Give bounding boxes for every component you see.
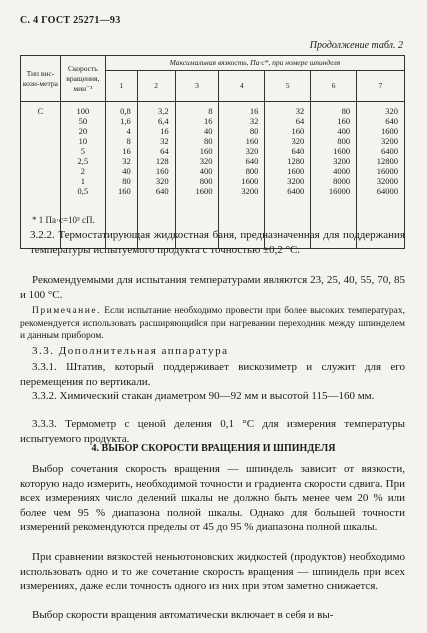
value-cell: 32 [122, 156, 131, 166]
section-4-title: 4. ВЫБОР СКОРОСТИ ВРАЩЕНИЯ И ШПИНДЕЛЯ [91, 443, 336, 454]
spindle-header: 3 [175, 71, 219, 102]
value-cell: 1600 [333, 146, 351, 156]
value-cell: 80 [122, 176, 131, 186]
value-cell: 40 [203, 126, 213, 136]
value-cell: 1,6 [120, 116, 131, 126]
spindle-header: 4 [219, 71, 265, 102]
value-cell: 16000 [328, 186, 351, 196]
note-label: Примечание. [32, 306, 101, 316]
speed-value: 2,5 [77, 156, 89, 166]
spindle-7-column [357, 102, 405, 237]
value-cell: 64000 [376, 186, 398, 196]
value-cell: 160 [337, 116, 351, 126]
value-cell: 3200 [333, 156, 351, 166]
value-cell: 16000 [376, 166, 398, 176]
value-cell: 4 [126, 126, 131, 136]
value-cell: 160 [291, 126, 305, 136]
value-cell: 800 [199, 176, 213, 186]
value-cell: 1600 [241, 176, 259, 186]
value-cell: 6400 [381, 146, 398, 156]
value-cell: 3200 [287, 176, 305, 186]
paragraph-3-3-1: 3.3.1. Штатив, который поддерживает вискозиметр и служит для его перемещения по вертикали. [20, 361, 405, 388]
value-cell: 32 [160, 136, 169, 146]
value-cell: 1600 [195, 186, 213, 196]
spindle-header: 2 [137, 71, 175, 102]
speed-value: 0,5 [77, 186, 89, 196]
value-cell: 320 [385, 106, 398, 116]
value-cell: 80 [249, 126, 259, 136]
value-cell: 64 [160, 146, 169, 156]
value-cell: 128 [155, 156, 169, 166]
value-cell: 800 [245, 166, 259, 176]
speed-value: 5 [80, 146, 85, 156]
value-cell: 320 [291, 136, 305, 146]
value-cell: 160 [155, 166, 169, 176]
value-cell: 400 [337, 126, 351, 136]
value-cell: 640 [245, 156, 259, 166]
value-cell: 640 [291, 146, 305, 156]
value-cell: 320 [199, 156, 213, 166]
spindle-header: 6 [311, 71, 357, 102]
value-cell: 1280 [287, 156, 305, 166]
spindle-3-column [175, 102, 219, 237]
page-header: С. 4 ГОСТ 25271—93 [20, 15, 121, 26]
value-cell: 800 [337, 136, 351, 146]
spindle-header: 7 [357, 71, 405, 102]
value-cell: 8 [126, 136, 131, 146]
spindle-header: 1 [105, 71, 137, 102]
value-cell: 640 [155, 186, 169, 196]
spindle-2-column [137, 102, 175, 237]
paragraph-3-3-3: 3.3.3. Термометр с ценой деления 0,1 °С для измерения температуры испытуемого продукта. [20, 418, 405, 445]
value-cell: 4000 [333, 166, 351, 176]
value-cell: 1600 [381, 126, 398, 136]
type-cell: С [21, 102, 61, 237]
value-cell: 400 [199, 166, 213, 176]
value-cell: 1600 [287, 166, 305, 176]
value-cell: 3200 [241, 186, 259, 196]
value-cell: 16 [160, 126, 169, 136]
paragraph-4-speed-choice: Выбор скорости вращения автоматически включает в себя и вы- [32, 609, 334, 621]
value-cell: 16 [122, 146, 131, 156]
section-3-3-title: 3.3. Дополнительная аппаратура [32, 345, 229, 357]
paragraph-4-selection: Выбор сочетания скорость вращения — шпиндель зависит от вязкости, которую надо измерить, необходимой точности и градиента скорости сдвига. При всех измерениях число делений шкалы не должно быть менее чем 20 % или более чем 95 % диапазона полной шкалы. Однако для большей точности измерений рекомендуются пределы от 45 до 95 % диапазона полной шкалы. [20, 463, 405, 534]
value-cell: 8000 [333, 176, 351, 186]
spindle-6-column [311, 102, 357, 237]
speed-value: 10 [78, 136, 88, 146]
value-cell: 80 [203, 136, 213, 146]
value-cell: 3,2 [157, 106, 169, 116]
value-cell: 160 [199, 146, 213, 156]
speed-value: 2 [80, 166, 85, 176]
value-cell: 12800 [376, 156, 398, 166]
value-cell: 160 [117, 186, 131, 196]
col-header-type: Тип вис-кози-метра [21, 56, 61, 102]
speed-value: 20 [78, 126, 88, 136]
value-cell: 64 [295, 116, 305, 126]
spindle-4-column [219, 102, 265, 237]
value-cell: 320 [155, 176, 169, 186]
table-continuation-label: Продолжение табл. 2 [309, 40, 403, 51]
value-cell: 40 [122, 166, 131, 176]
paragraph-4-nonnewtonian: При сравнении вязкостей неньютоновских жидкостей (продуктов) необходимо использовать одно и то же сочетание скорость вращения — шпиндель при всех измерениях, даже если точность одного из них при этом заметно снижается. [20, 551, 405, 593]
speed-value: 100 [76, 106, 90, 116]
value-cell: 16 [249, 106, 259, 116]
note-paragraph [20, 305, 405, 343]
speed-value: 50 [78, 116, 88, 126]
value-cell: 3200 [381, 136, 398, 146]
value-cell: 80 [341, 106, 351, 116]
value-cell: 320 [245, 146, 259, 156]
paragraph-3-3-2: 3.3.2. Химический стакан диаметром 90—92 мм и высотой 115—160 мм. [32, 390, 375, 402]
table-footnote: * 1 Па·с=10³ сП. [32, 215, 95, 225]
note-text: Если испытание необходимо провести при более высоких температурах, рекомендуется использовать расширяющийся при нагревании переходник между шпинделем и данным прибором. [20, 306, 405, 341]
value-cell: 6,4 [157, 116, 169, 126]
value-cell: 32 [295, 106, 305, 116]
col-group-header: Максимальная вязкость, Па·с*, при номере шпинделя [105, 56, 404, 71]
value-cell: 6400 [287, 186, 305, 196]
paragraph-recommended-temps: Рекомендуемыми для испытания температурами являются 23, 25, 40, 55, 70, 85 и 100 °С. [20, 274, 405, 301]
value-cell: 32000 [376, 176, 398, 186]
paragraph-3-2-2: 3.2.2. Термостатирующая жидкостная баня, предназначенная для поддержания температуры испытуемого продукта с точностью ±0,2 °С. [30, 229, 405, 256]
spindle-header: 5 [265, 71, 311, 102]
value-cell: 160 [245, 136, 259, 146]
speed-value: 1 [80, 176, 85, 186]
value-cell: 0,8 [120, 106, 131, 116]
spindle-1-column [105, 102, 137, 237]
col-header-speed: Скорость вращения, мин⁻¹ [60, 56, 105, 102]
value-cell: 16 [203, 116, 213, 126]
value-cell: 640 [385, 116, 398, 126]
value-cell: 8 [208, 106, 213, 116]
value-cell: 32 [249, 116, 259, 126]
spindle-5-column [265, 102, 311, 237]
